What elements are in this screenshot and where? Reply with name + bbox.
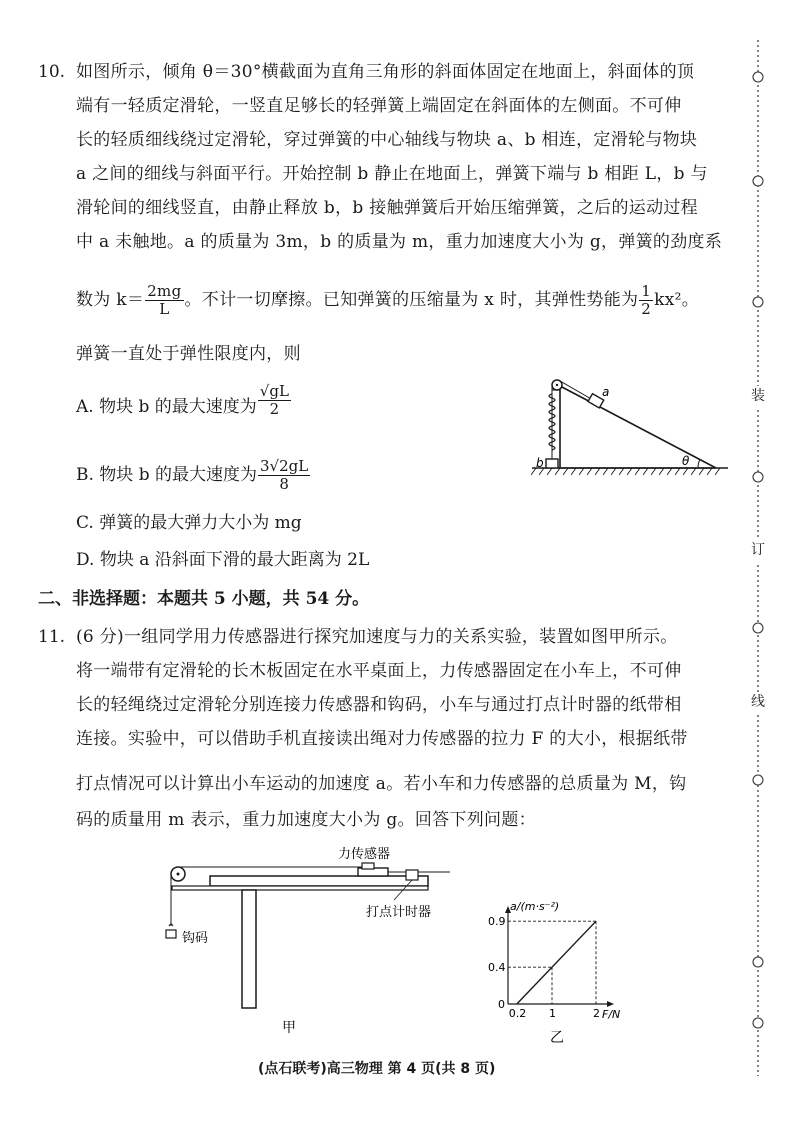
q10-option-a: A. 物块 b 的最大速度为 $\frac{√gL}{2}$	[76, 382, 289, 418]
spring-constant-fraction: $\frac{2mg}{L}$	[147, 282, 182, 318]
q11-line-6: 码的质量用 m 表示，重力加速度大小为 g。回答下列问题：	[76, 810, 536, 830]
q11-number: 11.	[38, 627, 66, 647]
q10-line-2: 端有一轻质定滑轮，一竖直足够长的轻弹簧上端固定在斜面体的左侧面。不可伸	[76, 96, 682, 116]
q10-option-d: D. 物块 a 沿斜面下滑的最大距离为 2L	[76, 550, 370, 570]
q10-line-8: 弹簧一直处于弹性限度内，则	[76, 344, 301, 364]
q11-line-2: 将一端带有定滑轮的长木板固定在水平桌面上，力传感器固定在小车上，不可伸	[76, 661, 682, 681]
x-tick-label-1: 1	[549, 1007, 556, 1020]
x-tick-label-2: 2	[593, 1007, 600, 1020]
table-leg	[242, 890, 256, 1008]
q10-option-c: C. 弹簧的最大弹力大小为 mg	[76, 513, 302, 533]
y-tick-label-2: 0.9	[488, 915, 506, 929]
binding-label-zhuang: 装	[751, 388, 765, 404]
page-footer: (点石联考)高三物理 第 4 页(共 8 页)	[258, 1061, 496, 1077]
force-sensor	[362, 863, 374, 869]
a-f-chart	[470, 896, 630, 1046]
section-2-heading: 二、非选择题：本题共 5 小题，共 54 分。	[38, 589, 370, 609]
incline-figure	[530, 372, 730, 482]
spring	[549, 394, 555, 450]
force-sensor-label: 力传感器	[338, 847, 391, 862]
incline-triangle	[560, 386, 716, 468]
long-board	[210, 876, 428, 886]
q10-line-7: 数为 k＝ $\frac{2mg}{L}$ 。不计一切摩擦。已知弹簧的压缩量为 x 时，其弹性势能为 $\frac{1}{2}$ kx²。	[76, 282, 700, 318]
figure-jia-caption: 甲	[282, 1020, 296, 1036]
timer-label: 打点计时器	[366, 905, 432, 920]
q10-line-5: 滑轮间的细线竖直，由静止释放 b，b 接触弹簧后开始压缩弹簧，之后的运动过程	[76, 198, 698, 218]
y-tick-label-1: 0.4	[488, 961, 506, 975]
theta-label: θ	[682, 454, 690, 468]
q10-option-b: B. 物块 b 的最大速度为 $\frac{3√2gL}{8}$	[76, 457, 309, 493]
hook-weight	[166, 930, 176, 938]
block-a-label: a	[602, 385, 610, 399]
chart-x-label: F/N	[602, 1008, 621, 1021]
q11-line-4: 连接。实验中，可以借助手机直接读出绳对力传感器的拉力 F 的大小，根据纸带	[76, 729, 688, 749]
q10-line-6: 中 a 未触地。a 的质量为 3m，b 的质量为 m，重力加速度大小为 g，弹簧的劲度系	[76, 232, 723, 252]
hook-weight-label: 钩码	[182, 931, 209, 946]
q10-number: 10.	[38, 62, 66, 82]
apparatus-figure-jia	[150, 842, 470, 1042]
x-tick-label-0: 0.2	[508, 1007, 527, 1020]
timer	[406, 870, 418, 880]
q10-line-3: 长的轻质细线绕过定滑轮，穿过弹簧的中心轴线与物块 a、b 相连，定滑轮与物块	[76, 130, 698, 150]
q11-line-3: 长的轻绳绕过定滑轮分别连接力传感器和钩码，小车与通过打点计时器的纸带相	[76, 695, 682, 715]
binding-label-xian: 线	[751, 694, 765, 710]
q10-line-7-pre: 数为 k＝	[76, 290, 145, 310]
chart-y-label: a/(m·s⁻²)	[510, 900, 560, 913]
data-line	[517, 921, 596, 1004]
binding-line	[738, 40, 778, 1080]
block-b	[546, 459, 558, 468]
block-b-label: b	[536, 456, 544, 470]
q11-line-5: 打点情况可以计算出小车运动的加速度 a。若小车和力传感器的总质量为 M，钩	[76, 774, 687, 794]
figure-yi-caption: 乙	[550, 1030, 564, 1046]
y-tick-label-0: 0	[498, 998, 505, 1011]
binding-label-ding: 订	[751, 542, 765, 558]
q11-line-1: (6 分)一组同学用力传感器进行探究加速度与力的关系实验，装置如图甲所示。	[76, 627, 678, 647]
q10-line-4: a 之间的细线与斜面平行。开始控制 b 静止在地面上，弹簧下端与 b 相距 L，b 与	[76, 164, 708, 184]
q10-line-1: 如图所示，倾角 θ＝30°横截面为直角三角形的斜面体固定在地面上，斜面体的顶	[76, 62, 695, 82]
half-fraction: $\frac{1}{2}$	[641, 282, 652, 318]
